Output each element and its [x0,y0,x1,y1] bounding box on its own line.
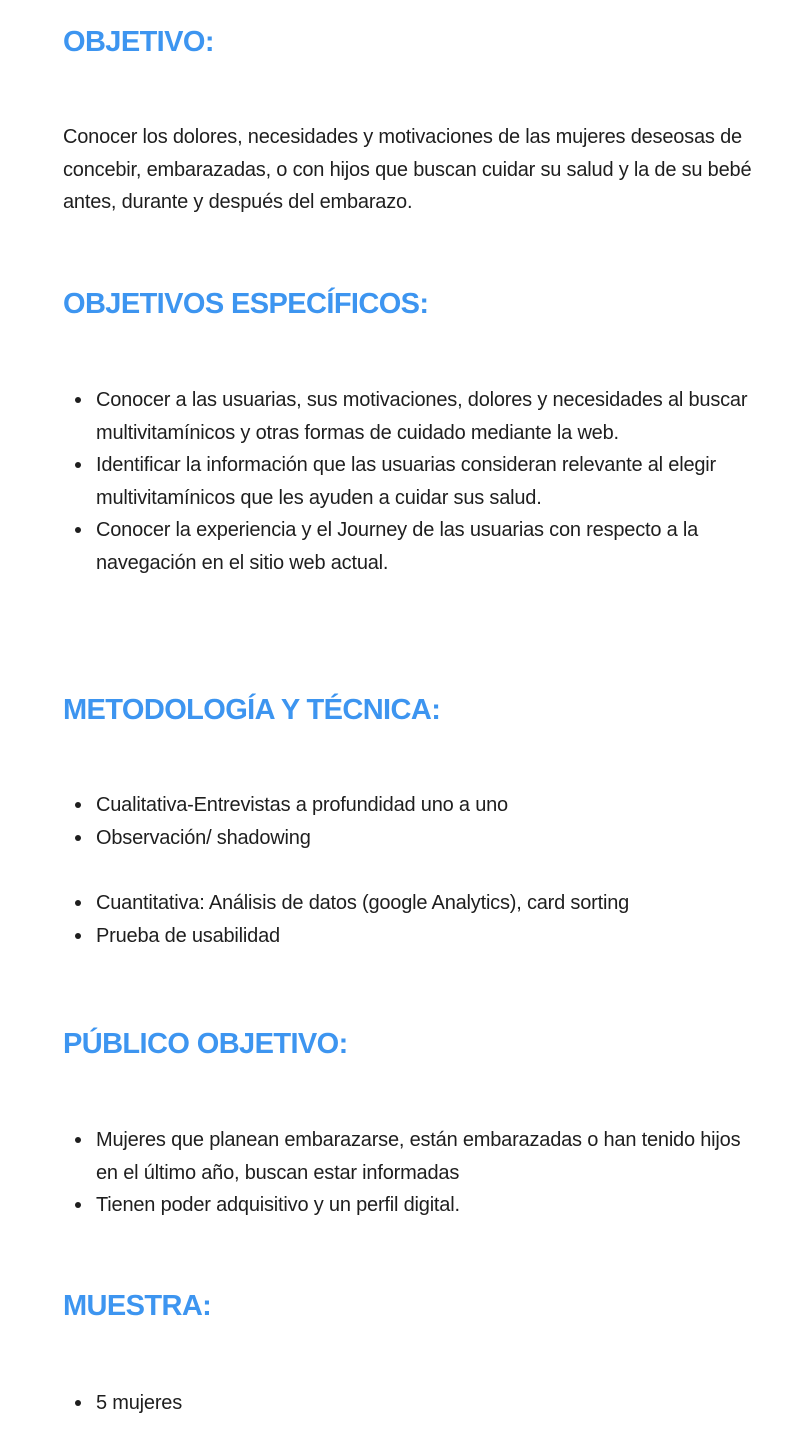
list-item: Identificar la información que las usuarias consideran relevante al elegir multivitamínicos que les ayuden a cuidar sus salud. [63,449,753,514]
list-item: Prueba de usabilidad [63,920,753,953]
publico-objetivo-list [63,1124,753,1222]
muestra-list [63,1387,753,1420]
list-item: Observación/ shadowing [63,822,753,855]
metodologia-list-cualitativa [63,789,753,854]
list-item: 5 mujeres [63,1387,753,1420]
list-item: Conocer la experiencia y el Journey de las usuarias con respecto a la navegación en el sitio web actual. [63,514,753,579]
heading-muestra: MUESTRA: [63,1290,212,1322]
metodologia-list-cuantitativa [63,887,753,952]
heading-publico-objetivo: PÚBLICO OBJETIVO: [63,1028,348,1060]
list-item: Cualitativa-Entrevistas a profundidad uno a uno [63,789,753,822]
heading-objetivo: OBJETIVO: [63,26,214,58]
list-item: Mujeres que planean embarazarse, están embarazadas o han tenido hijos en el último año, buscan estar informadas [63,1124,753,1189]
list-item: Tienen poder adquisitivo y un perfil digital. [63,1189,753,1222]
heading-metodologia: METODOLOGÍA Y TÉCNICA: [63,694,441,726]
heading-objetivos-especificos: OBJETIVOS ESPECÍFICOS: [63,288,429,320]
list-item: Cuantitativa: Análisis de datos (google Analytics), card sorting [63,887,753,920]
objetivo-paragraph: Conocer los dolores, necesidades y motivaciones de las mujeres deseosas de concebir, embarazadas, o con hijos que buscan cuidar su salud y la de su bebé antes, durante y después del embarazo. [63,126,752,213]
list-item: Conocer a las usuarias, sus motivaciones, dolores y necesidades al buscar multivitamínicos y otras formas de cuidado mediante la web. [63,384,753,449]
objetivos-especificos-list [63,384,753,579]
